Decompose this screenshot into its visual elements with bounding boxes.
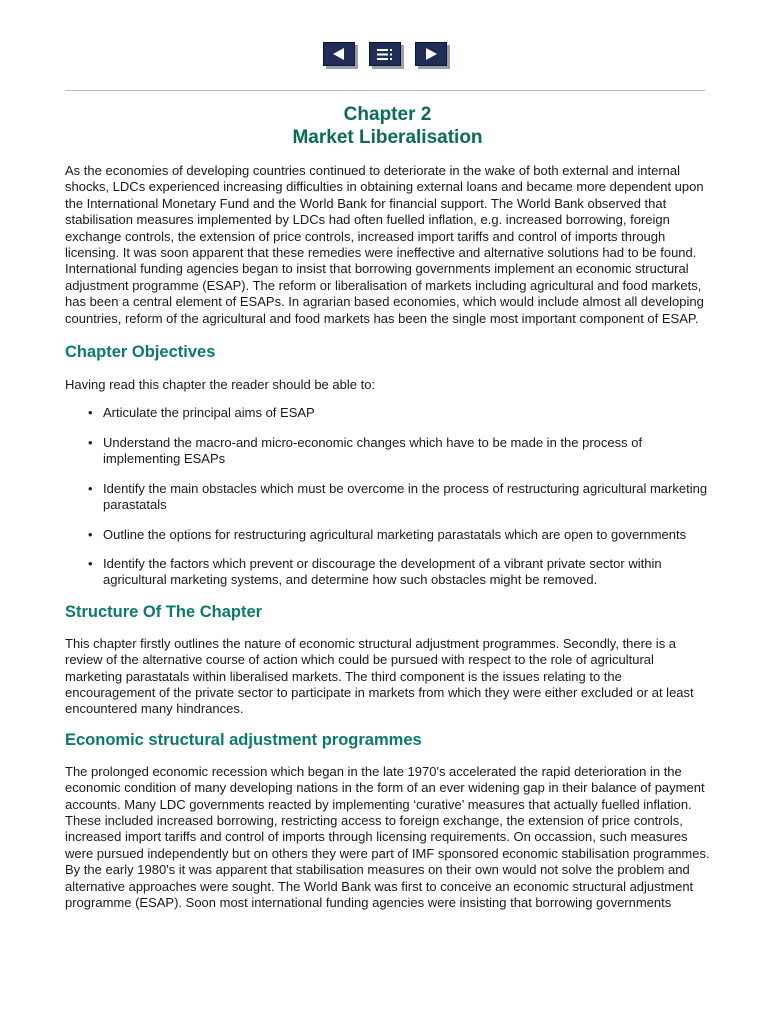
objective-text: Identify the main obstacles which must be overcome in the process of restructuring agricultural marketing parastatals (103, 480, 708, 513)
triangle-left-icon (332, 48, 346, 60)
bullet-icon: • (88, 526, 93, 542)
objective-text: Articulate the principal aims of ESAP (103, 405, 315, 421)
bullet-icon: • (88, 480, 93, 496)
esap-heading: Economic structural adjustment programmes (65, 730, 422, 749)
objectives-heading: Chapter Objectives (65, 343, 216, 362)
navigation-bar (322, 42, 452, 72)
bullet-icon: • (88, 405, 93, 421)
previous-page-button[interactable] (323, 42, 355, 66)
list-item (65, 527, 710, 543)
bullet-icon: • (88, 434, 93, 450)
objective-text: Identify the factors which prevent or discourage the development of a vibrant private sector within agricultural marketing systems, and determine how such obstacles might be removed. (103, 555, 662, 588)
objectives-list (65, 405, 710, 588)
objective-text: Understand the macro-and micro-economic changes which have to be made in the process of implementing ESAPs (103, 434, 643, 467)
chapter-title: Market Liberalisation (292, 127, 483, 148)
structure-paragraph: This chapter firstly outlines the nature of economic structural adjustment programmes. Secondly, there is a review of the alternative course of action which could be pursued with respect to the role of agricultural marketing parastatals within liberalised markets. The third component is the issues relating to the encouragement of the private sector to participate in markets from which they were either excluded or at least encountered many hindrances. (65, 635, 694, 717)
chapter-header (65, 103, 710, 149)
list-icon (376, 48, 394, 61)
list-item (65, 405, 710, 421)
objective-text: Outline the options for restructuring agricultural marketing parastatals which are open to governments (103, 526, 687, 542)
next-page-button[interactable] (415, 42, 447, 66)
list-item (65, 481, 710, 514)
list-item (65, 556, 710, 589)
contents-button[interactable] (369, 42, 401, 66)
esap-paragraph: The prolonged economic recession which began in the late 1970's accelerated the rapid deterioration in the economic condition of many developing nations in the form of an ever widening gap in their balance of payment accounts. Many LDC governments reacted by implementing ‘curative’ measures that actually fuelled inflation. These included increased borrowing, restricting access to foreign exchange, the extension of price controls, increased import tariffs and control of imports through licensing requirements. On occassion, such measures were pursued independently but on others they were part of IMF sponsored economic stabilisation programmes. By the early 1980's it was apparent that stabilisation measures on their own would not solve the problem and alternative approaches were sought. The World Bank was first to conceive an economic structural adjustment programme (ESAP). Soon most international funding agencies were insisting that borrowing governments (65, 763, 710, 910)
intro-paragraph: As the economies of developing countries continued to deteriorate in the wake of both external and internal shocks, LDCs experienced increasing difficulties in obtaining external loans and became more dependent upon the International Monetary Fund and the World Bank for financial support. The World Bank observed that stabilisation measures implemented by LDCs had often fuelled inflation, e.g. increased borrowing, foreign exchange controls, the extension of price controls, increased import tariffs and control of imports through licensing. It was soon apparent that these remedies were ineffective and alternative solutions had to be found. International funding agencies began to insist that borrowing governments implement an economic structural adjustment programme (ESAP). The reform or liberalisation of markets including agricultural and food markets, has been a central element of ESAPs. In agrarian based economies, which would include almost all developing countries, reform of the agricultural and food markets has been the single most important component of ESAP. (65, 163, 704, 326)
triangle-right-icon (424, 48, 438, 60)
structure-heading: Structure Of The Chapter (65, 602, 263, 621)
chapter-number: Chapter 2 (343, 104, 432, 125)
bullet-icon: • (88, 555, 93, 571)
objectives-lead: Having read this chapter the reader should be able to: (65, 377, 376, 393)
list-item (65, 435, 710, 468)
chapter-content (65, 103, 710, 911)
header-divider (65, 90, 705, 91)
